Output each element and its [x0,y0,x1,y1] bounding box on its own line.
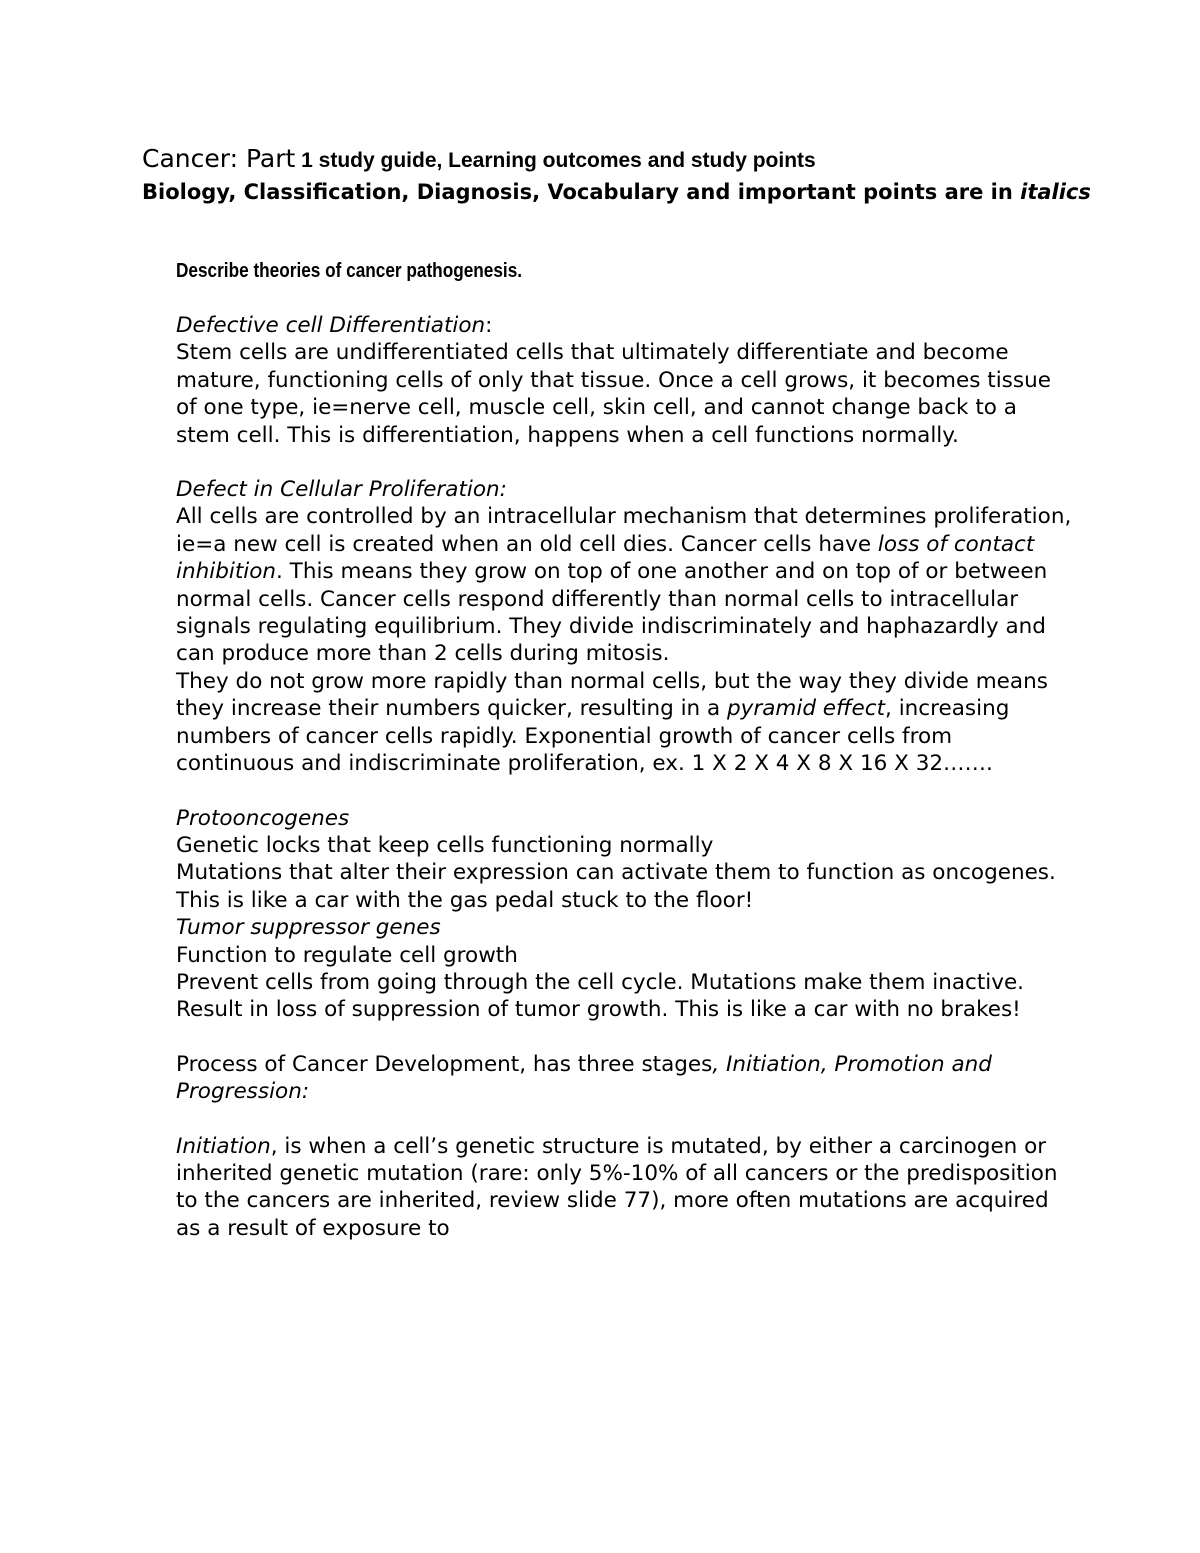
subtitle-italic: italics [1020,180,1091,204]
initiation-body: , is when a cell’s genetic structure is mutated, by either a carcinogen or inherited genetic mutation (rare: only 5%-10% of all cancers or the predisposition to the cancers are inherited, review slide 77), more often mutations are acquired as a result of exposure to [176,1133,1058,1241]
process-intro [176,1051,1076,1106]
tumor-suppressor-heading: Tumor suppressor genes [176,915,441,941]
document-subtitle [142,178,1102,206]
differentiation-heading-text: Defective cell Differentiation [176,313,486,338]
proliferation-body-1-italic: loss of contact inhibition [176,531,1035,585]
tumor-suppressor-line-2: Prevent cells from going through the cell cycle. Mutations make them inactive. [176,969,1025,995]
proliferation-body-1-end: . This means they grow on top of one another and on top of or between normal cells. Cancer cells respond differently than normal cells to intracellular signals regulating equilibrium. They divide indiscriminately and haphazardly and can produce more than 2 cells during mitosis. [176,559,1048,667]
title-main: Cancer: Part [142,144,296,173]
proliferation-body-1 [176,503,1076,667]
document-body [176,256,1076,1242]
protooncogenes-heading: Protooncogenes [176,805,350,831]
proliferation-body-2-end: , increasing numbers of cancer cells rapidly. Exponential growth of cancer cells from continuous and indiscriminate proliferation, ex. 1 X 2 X 4 X 8 X 16 X 32……. [176,696,1010,777]
differentiation-heading [176,312,1076,339]
initiation-paragraph [176,1133,1076,1243]
subtitle-text: Biology, Classification, Diagnosis, Vocabulary and important points are in [142,180,1021,204]
proliferation-body-2 [176,668,1076,778]
document-title [142,142,1102,178]
proliferation-body-2-italic: pyramid effect [727,696,886,722]
protooncogenes-line-2: Mutations that alter their expression can activate them to function as oncogenes. [176,860,1056,886]
document-header [142,142,1102,206]
differentiation-body: Stem cells are undifferentiated cells that ultimately differentiate and become mature, functioning cells of only that tissue. Once a cell grows, it becomes tissue of one type, ie=nerve cell, muscle cell, skin cell, and cannot change back to a stem cell. This is differentiation, happens when a cell functions normally. [176,340,1051,448]
proliferation-body-2-text: They do not grow more rapidly than normal cells, but the way they divide means they increase their numbers quicker, resulting in a [176,668,1048,722]
tumor-suppressor-line-1: Function to regulate cell growth [176,942,518,968]
tumor-suppressor-line-3: Result in loss of suppression of tumor growth. This is like a car with no brakes! [176,997,1021,1023]
section-heading: Describe theories of cancer pathogenesis. [176,260,523,282]
proliferation-heading: Defect in Cellular Proliferation: [176,477,507,503]
initiation-term: Initiation [176,1133,271,1159]
protooncogenes-line-1: Genetic locks that keep cells functioning normally [176,832,714,858]
process-intro-text: Process of Cancer Development, has three stages [176,1051,713,1077]
title-sub: 1 study guide, Learning outcomes and study points [295,149,816,172]
differentiation-heading-suffix: : [485,313,493,338]
process-intro-italic: , Initiation, Promotion and Progression: [176,1051,992,1105]
protooncogenes-line-3: This is like a car with the gas pedal stuck to the floor! [176,887,754,913]
proliferation-body-1-text: All cells are controlled by an intracellular mechanism that determines proliferation, ie=a new cell is created when an old cell dies. Cancer cells have [176,504,1072,557]
